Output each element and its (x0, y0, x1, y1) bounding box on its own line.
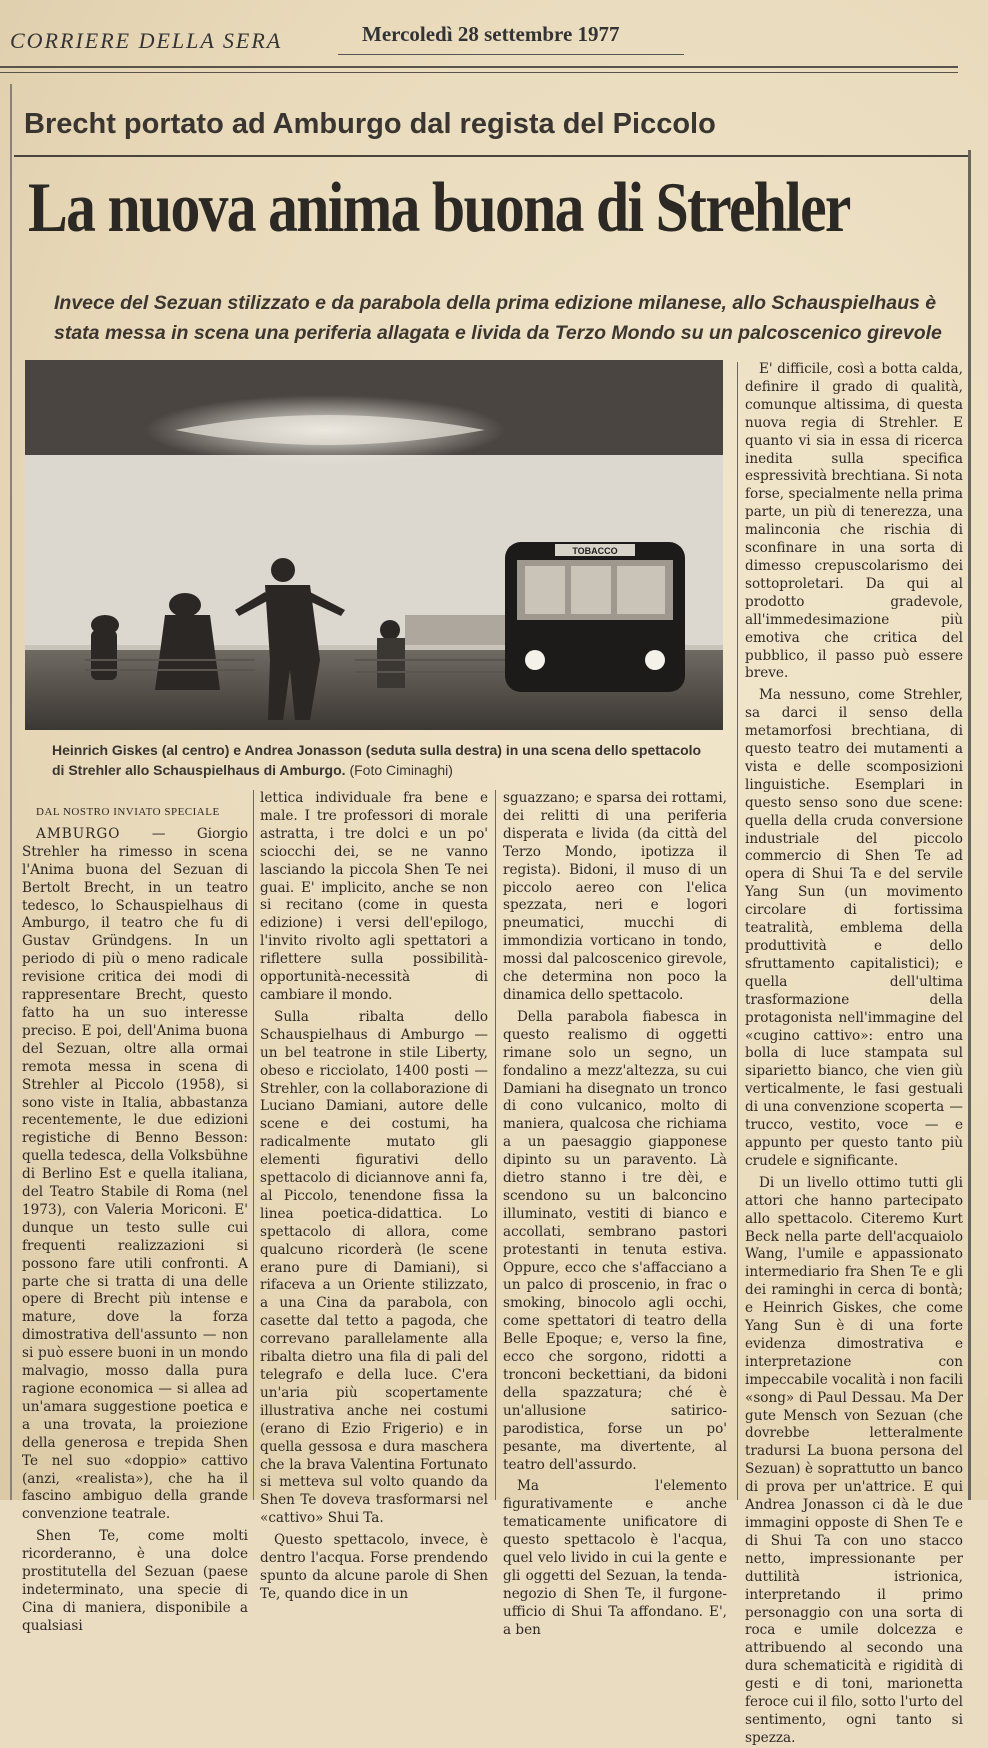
column-2-paragraph-2: Sulla ribalta dello Schauspielhaus di Amburgo — un bel teatrone in stile Liberty, obeso e ricciolato, 1400 posti — Strehler, con la collaborazione di Luciano Damiani, autore delle scene e dei costumi, ha radicalmente mutato gli elementi figurativi dello spettacolo di diciannove anni fa, al Piccolo, tenendone fissa la linea poetica-didattica. Lo spettacolo di allora, come qualcuno ricorderà (le scene erano pure di Damiani), si rifaceva a un Oriente stilizzato, a una Cina da parabola, con casette dal tetto a pagoda, che correvano parallelamente alla ribalta dietro una fila di pali del telegrafo e della luce. C'era un'aria più scopertamente illustrativa anche nei costumi (erano di Ezio Frigerio) e in quella gessosa e dura maschera che la brava Valentina Fortunato si metteva sul volto quando da Shen Te doveva trasformarsi nel «cattivo» Shui Ta. (260, 1008, 488, 1527)
article-column-4 (745, 361, 963, 1748)
masthead: CORRIERE DELLA SERA (10, 28, 283, 53)
bus-sign-text: TOBACCO (572, 546, 618, 556)
column-rule-3 (737, 362, 738, 1500)
photo-caption (52, 740, 712, 780)
column-2-paragraph-1: lettica individuale fra bene e male. I tre professori di morale astratta, i tre dolci e un po' sciocchi dei, se ne vanno lasciando la piccola Shen Te nei guai. E' implicito, anche se non si recitano (come in questa edizione) i versi dell'epilogo, l'invito rivolto agli spettatori a riflettere sulla possibilità-opportunità-necessità di cambiare il mondo. (260, 790, 488, 1003)
column-2-paragraph-3: Questo spettacolo, invece, è dentro l'acqua. Forse prendendo spunto da alcune parole di Shen Te, quando dice in un (260, 1532, 488, 1602)
frame-left-rule (10, 84, 12, 1500)
top-rule (0, 66, 958, 68)
kicker-headline: Brecht portato ad Amburgo dal regista del Piccolo (24, 108, 716, 140)
dateline: Mercoledì 28 settembre 1977 (362, 22, 620, 46)
bus-graphic (505, 542, 685, 692)
stage-photo (25, 360, 723, 730)
article-column-2 (260, 790, 488, 1604)
column-1-paragraph-1 (22, 826, 248, 1524)
frame-right-rule (968, 150, 971, 1500)
byline: DAL NOSTRO INVIATO SPECIALE (36, 806, 220, 818)
article-column-3 (503, 790, 727, 1640)
column-1-paragraph-2: Shen Te, come molti ricorderanno, è una dolce prostitutella del Sezuan (paese indeterminato, una specie di Cina di maniera, disponibile a qualsiasi (22, 1528, 248, 1634)
stage-photo-image (25, 360, 723, 730)
column-1-paragraph-1-text: — Giorgio Strehler ha rimesso in scena l'Anima buona del Sezuan di Bertolt Brecht, in un teatro tedesco, lo Schauspielhaus di Amburgo, il teatro che fu di Gustav Gründgens. In un periodo di più o meno radicale revisione critica dei modi di rappresentare Brecht, questo fatto ha un suo interesse preciso. E poi, dell'Anima buona del Sezuan, oltre alla ormai remota messa in scena di Strehler al Piccolo (1958), si sono viste in Italia, abbastanza recentemente, le due edizioni registiche di Benno Besson: quella tedesca, della Volksbühne di Berlino Est e quella italiana, del Teatro Stabile di Roma (nel 1973), con Valeria Moriconi. E' dunque un testo sulle cui frequenti realizzazioni si possono fare utili confronti. A parte che si tratta di una delle opere di Brecht più intense e mature, dove la forza dimostrativa dell'assunto — non si può essere buoni in un mondo malvagio, mosso dalla pura ragione economica — si allea ad un'amara suggestione poetica e a una trovata, la proiezione della generosa e trepida Shen Te nel suo «doppio» cattivo (anzi, «realista»), che ha il fascino ambiguo della grande convenzione teatrale. (22, 825, 248, 1523)
column-4-paragraph-2: Ma nessuno, come Strehler, sa darci il senso della metamorfosi brechtiana, di questo teatro dei mutamenti a vista e delle scomposizioni linguistiche. Esemplari in questo senso sono due scene: quella della cruda conversione industriale del piccolo commercio di Shen Te ad opera di Shui Ta e del servile Yang Sun (un movimento circolare di fortissima teatralità, emblema della produttività e dello sfruttamento capitalistici); e quella dell'ultima trasformazione della protagonista nell'immagine del «cugino cattivo»: entro una bolla di luce stampata sul siparietto bianco, che vien giù verticalmente, le fasi gestuali di una convenzione scoperta — trucco, vestito, voce — e appunto per questo tanto più crudele e significante. (745, 687, 963, 1169)
photo-credit: (Foto Ciminaghi) (349, 762, 453, 778)
top-rule-thin (0, 72, 958, 73)
caption-text: Heinrich Giskes (al centro) e Andrea Jonasson (seduta sulla destra) in una scena dello spettacolo di Strehler allo Schauspielhaus di Amburgo. (52, 742, 702, 778)
column-3-paragraph-1: sguazzano; e sparsa dei rottami, dei relitti di una periferia disperata e livida (da città del Terzo Mondo, ipotizza il regista). Bidoni, il muso di un piccolo aereo con l'elica spezzata, neri e logori pneumatici, mucchi di immondizia vorticano in tondo, mossi dal palcoscenico girevole, che determina non poco la dinamica dello spettacolo. (503, 790, 727, 1003)
column-3-paragraph-2: Della parabola fiabesca in questo realismo di oggetti rimane solo un segno, un fondalino a mezz'altezza, su cui Damiani ha disegnato un tronco di cono vulcanico, molto di maniera, qualcosa che richiama a un paesaggio giapponese dipinto su un paravento. Là dietro stanno i tre dèi, e scendono su un balconcino illuminato, vestiti di bianco e accollati, sembrano pastori protestanti in tenuta estiva. Oppure, ecco che s'affacciano a un palco di proscenio, in frac o smoking, binocolo agli occhi, come spettatori di teatro della Belle Epoque; e, verso la fine, ecco che sorgono, ridotti a tronconi beckettiani, da bidoni della spazzatura; ché è un'allusione satirico-parodistica, forse un po' pesante, ma divertente, al teatro dell'assurdo. (503, 1008, 727, 1473)
column-rule-2 (495, 790, 496, 1500)
column-4-paragraph-1: E' difficile, così a botta calda, definire il grado di qualità, comunque altissima, di questa nuova regia di Strehler. E quanto vi sia in essa di ricerca inedita sulla specifica espressività brechtiana. Si nota forse, specialmente nella prima parte, un più di tenerezza, una malinconia che rischia di sconfinare in una sorta di dimesso crepuscolarismo dei sottoproletari. Da qui al prodotto gradevole, all'immedesimazione più emotiva che critica del pubblico, il passo può essere breve. (745, 361, 963, 682)
subheadline-deck: Invece del Sezuan stilizzato e da parabola della prima edizione milanese, allo Schauspielhaus è stata messa in scena una periferia allagata e livida da Terzo Mondo su un palcoscenico girevole (54, 292, 942, 344)
article-column-1 (22, 804, 248, 1636)
main-headline: La nuova anima buona di Strehler (28, 169, 850, 247)
column-rule-1 (253, 790, 254, 1500)
dateline-underline (338, 54, 684, 55)
column-3-paragraph-3: Ma l'elemento figurativamente e anche tematicamente unificatore di questo spettacolo è l'acqua, quel velo livido in cui la gente e gli oggetti del Sezuan, la tenda-negozio di Shen Te, il furgone-ufficio di Shui Ta affondano. E', a ben (503, 1478, 727, 1638)
dateline-city: AMBURGO (36, 825, 121, 842)
kicker-rule (14, 155, 968, 157)
column-4-paragraph-3: Di un livello ottimo tutti gli attori che hanno partecipato allo spettacolo. Citeremo Kurt Beck nella parte dell'acquaiolo Wang, l'umile e appassionato intermediario fra Shen Te e gli dei raminghi in cerca di bontà; e Heinrich Giskes, che come Yang Sun è di una forte evidenza dimostrativa e interpretazione con impeccabile vocalità i non facili «song» di Paul Dessau. Ma Der gute Mensch von Sezuan (che dovrebbe letteralmente tradursi La buona persona del Sezuan) è soprattutto un banco di prova per un'attrice. E qui Andrea Jonasson ci dà le due immagini opposte di Shen Te e di Shui Ta con uno stacco netto, impressionante per duttilità istrionica, interpretando il primo personaggio con una sorta di roca e umile dolcezza e attribuendo al secondo una dura schematicità e rigidità di gesti e di toni, marionetta feroce cui il filo, sotto l'urto del sentimento, ogni tanto si spezza. (745, 1174, 963, 1746)
